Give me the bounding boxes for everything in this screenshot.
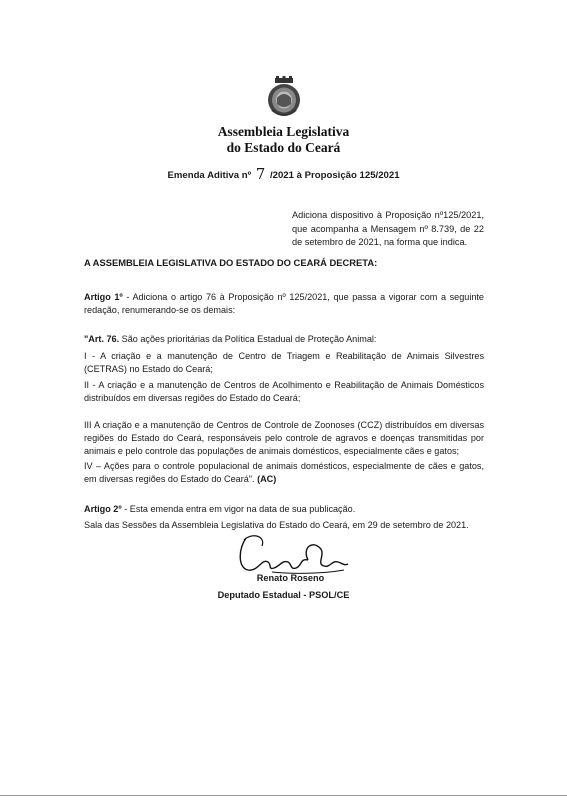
art76-item-4-tag: (AC) — [254, 474, 277, 485]
artigo-2 — [84, 503, 484, 516]
sala-das-sessoes: Sala das Sessões da Assembleia Legislativa do Estado do Ceará, em 29 de setembro de 2021. — [84, 520, 469, 530]
signatory-name: Renato Roseno — [256, 573, 325, 583]
art76-label: "Art. 76. — [84, 334, 120, 344]
art76-item-2: II - A criação e a manutenção de Centros de Acolhimento e Reabilitação de Animais Domésticos distribuídos em diversas regiões do Estado do Ceará; — [84, 380, 484, 404]
art76-caput — [84, 333, 484, 346]
artigo-1-label: Artigo 1º — [84, 292, 123, 302]
org-name-line1: Assembleia Legislativa — [217, 124, 350, 139]
org-name-line2: do Estado do Ceará — [226, 140, 341, 155]
signatory-role: Deputado Estadual - PSOL/CE — [217, 590, 350, 600]
decreta-heading: A ASSEMBLEIA LEGISLATIVA DO ESTADO DO CEARÁ DECRETA: — [84, 257, 378, 268]
artigo-1-text: - Adiciona o artigo 76 à Proposição nº 125/2021, que passa a vigorar com a seguinte redação, renumerando-se os demais: — [84, 292, 484, 316]
art76-item-3: III A criação e a manutenção de Centros de Controle de Zoonoses (CCZ) distribuídos em diversas regiões do Estado do Ceará, responsáveis pelo controle de agravos e doenças transmitidas por animais e pelo controle das populações de animais domésticos, especialmente cães e gatos; — [84, 420, 484, 457]
emenda-suffix: /2021 à Proposição 125/2021 — [267, 170, 400, 181]
artigo-2-text: - Esta emenda entra em vigor na data de sua publicação. — [121, 504, 356, 514]
art76-item-4-text: IV – Ações para o controle populacional de animais domésticos, especialmente de cães e gatos, em diversas regiões do Estado do Ceará". — [84, 461, 484, 485]
art76-item-4 — [84, 460, 484, 486]
coat-of-arms-icon — [266, 76, 302, 118]
art76-item-1: I - A criação e a manutenção de Centro de Triagem e Reabilitação de Animais Silvestres (CETRAS) no Estado do Ceará; — [84, 351, 484, 375]
page-edge-divider — [0, 795, 567, 796]
artigo-2-label: Artigo 2º — [84, 504, 122, 514]
artigo-1 — [84, 291, 484, 317]
ementa: Adiciona dispositivo à Proposição nº125/2021, que acompanha a Mensagem nº 8.739, de 22 de setembro de 2021, na forma que indica. — [292, 210, 484, 248]
emenda-prefix: Emenda Aditiva nº — [167, 170, 254, 181]
art76-caput-text: São ações prioritárias da Política Estadual de Proteção Animal: — [119, 334, 377, 344]
emenda-number-handwritten: 7 — [255, 165, 266, 183]
emenda-title — [0, 164, 567, 182]
